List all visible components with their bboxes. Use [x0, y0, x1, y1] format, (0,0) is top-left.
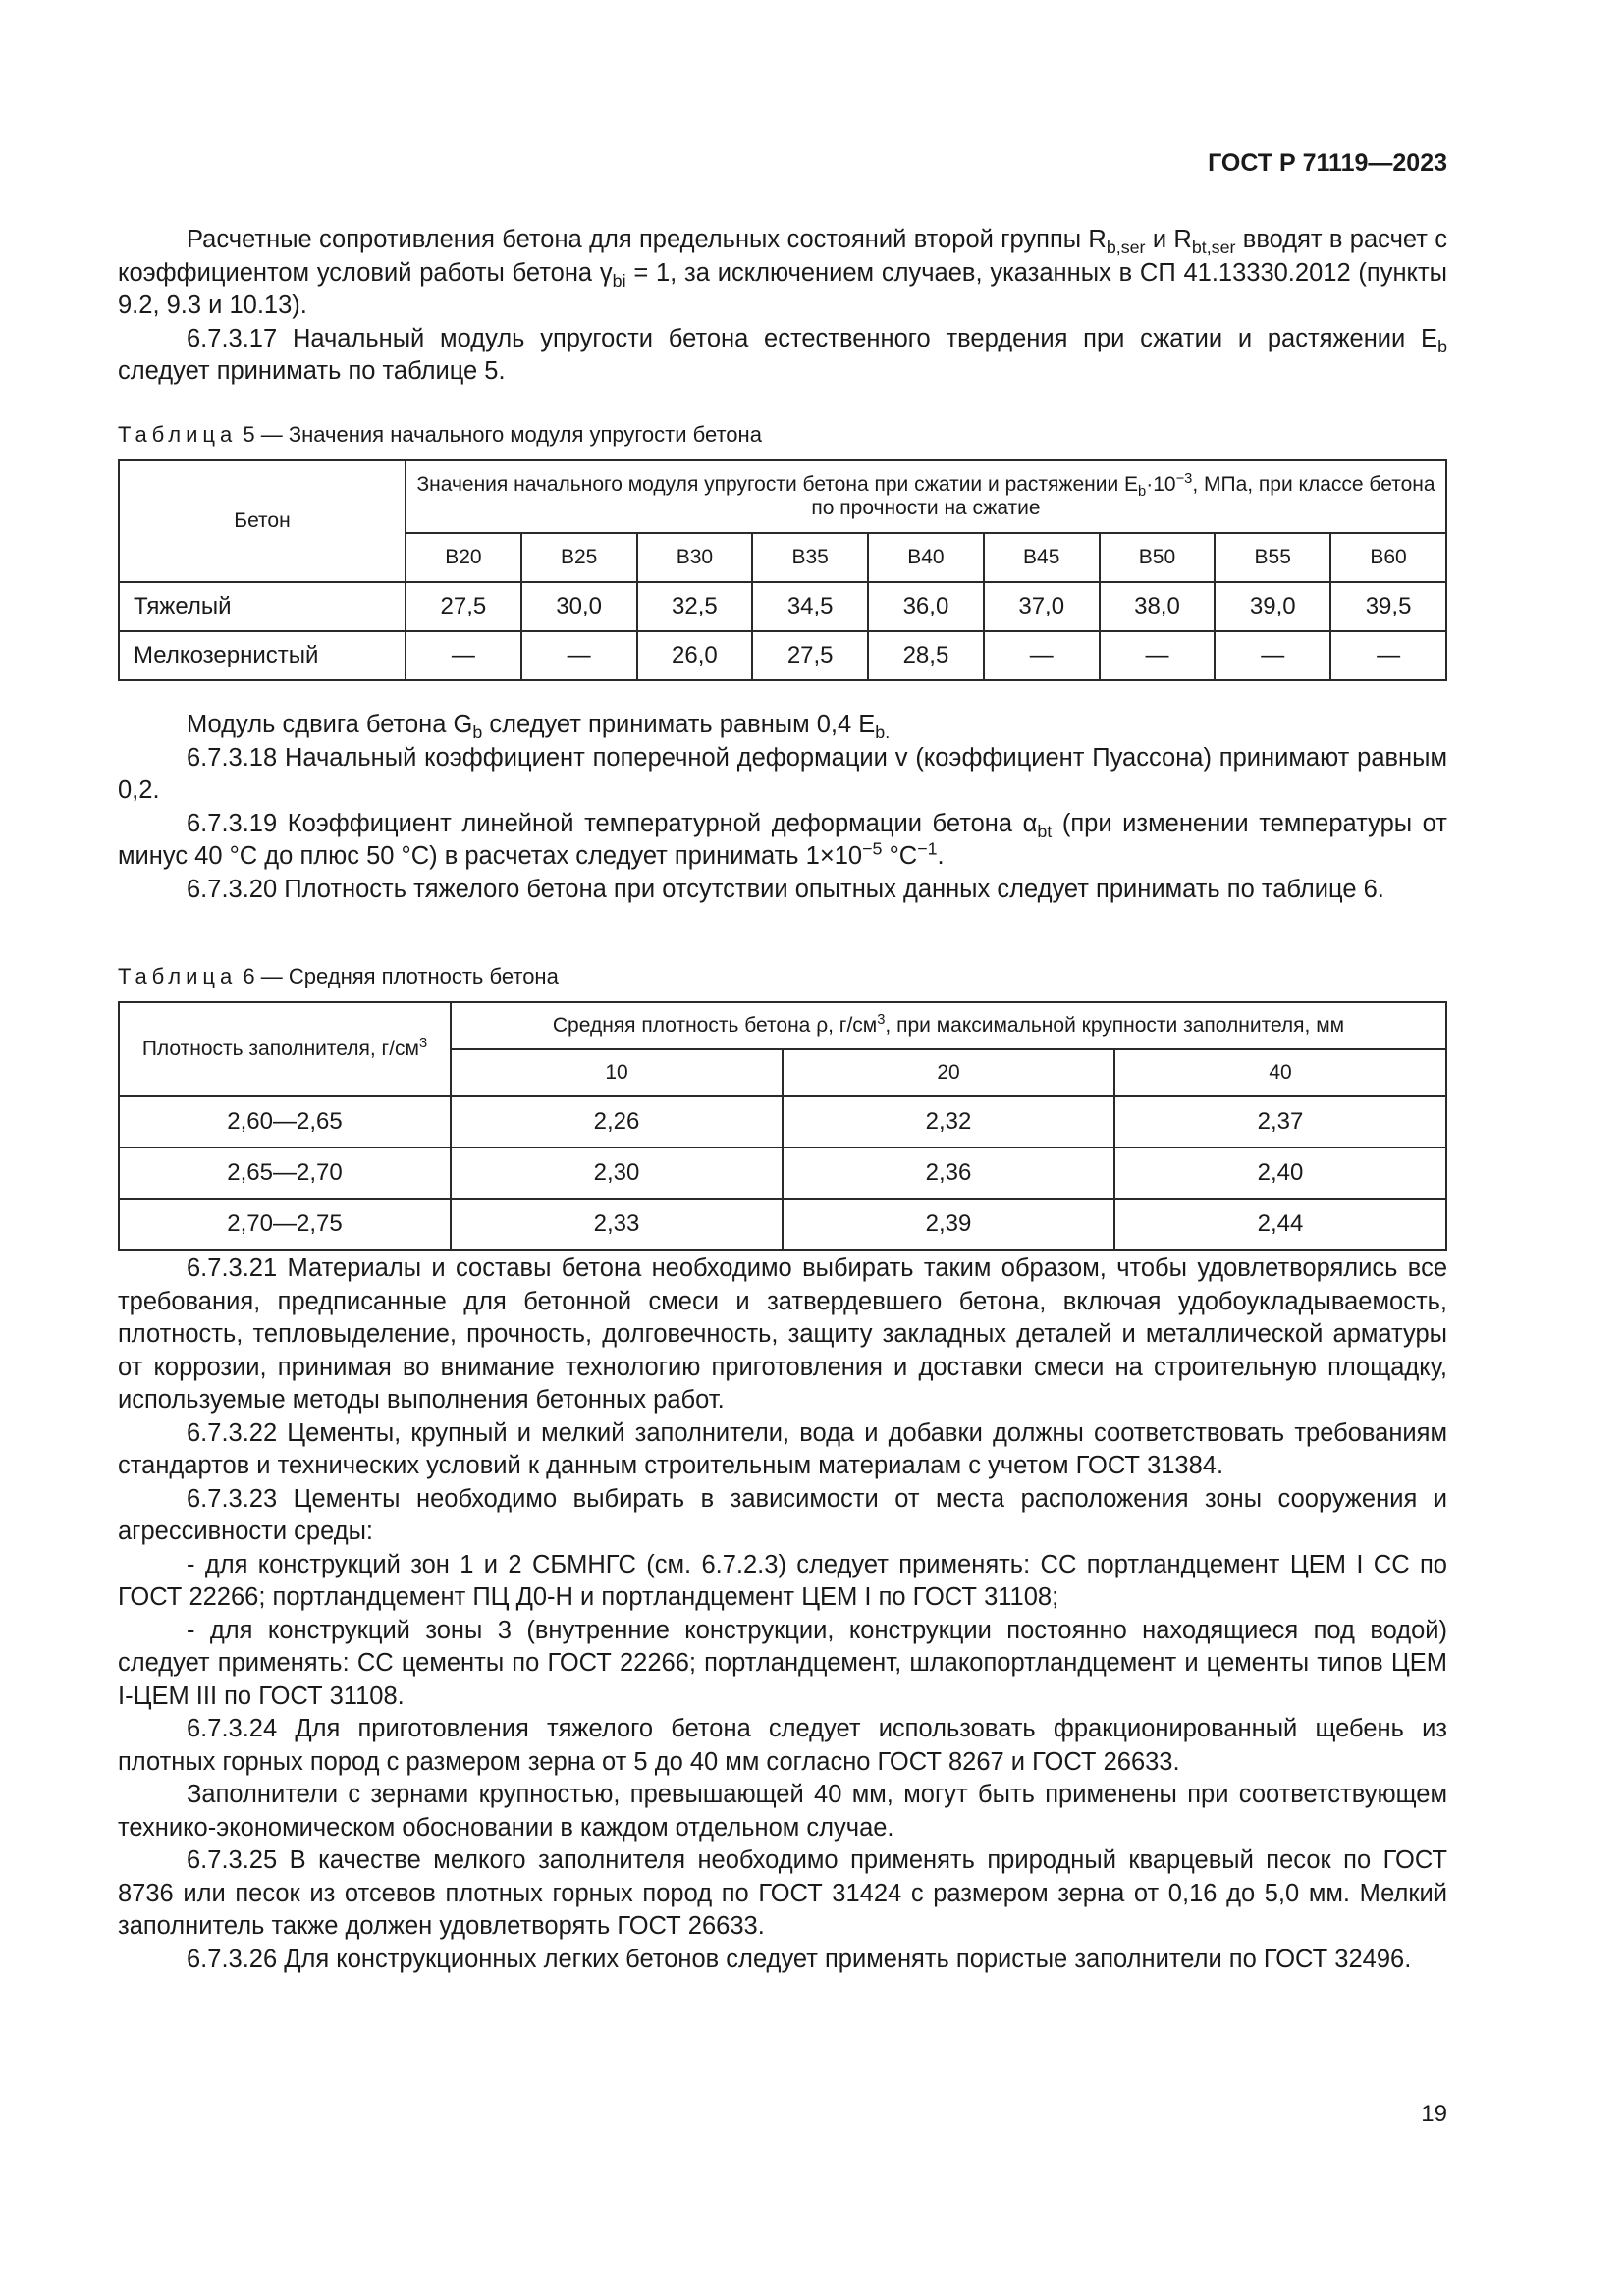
paragraph: 6.7.3.17 Начальный модуль упругости бетона естественного твердения при сжатии и растяжении $E_b$ следует принимать по таблице 5.: [118, 324, 1447, 385]
table-row: [119, 582, 1446, 631]
table-cell: —: [521, 631, 637, 680]
table-cell: 28,5: [868, 631, 984, 680]
table-cell: 36,0: [868, 582, 984, 631]
table-cell: 2,39: [783, 1199, 1114, 1250]
table-cell: 2,40: [1114, 1148, 1446, 1199]
table-5-class-header: B55: [1215, 533, 1330, 582]
table-cell: 2,44: [1114, 1199, 1446, 1250]
table-5-row-name: Мелкозернистый: [119, 631, 406, 680]
paragraph: Расчетные сопротивления бетона для предельных состояний второй группы $R_{b,ser}$ и $R_{bt,ser}$ вводят в расчет с коэффициентом условий работы бетона $\gamma_{bi} = 1$, за исключением случаев, указанных в СП 41.13330.2012 (пункты 9.2, 9.3 и 10.13).: [118, 226, 1447, 319]
paragraph: - для конструкций зон 1 и 2 СБМНГС (см. 6.7.2.3) следует применять: СС портландцемент ЦЕМ I СС по ГОСТ 22266; портландцемент ПЦ Д0-Н и портландцемент ЦЕМ I по ГОСТ 31108;: [118, 1550, 1447, 1611]
paragraph: 6.7.3.21 Материалы и составы бетона необходимо выбирать таким образом, чтобы удовлетворялись все требования, предписанные для бетонной смеси и затвердевшего бетона, включая удобоукладываемость, плотность, тепловыделение, прочность, долговечность, защиту закладных деталей и металлической арматуры от коррозии, принимая во внимание технологию приготовления и доставки смеси на строительную площадку, используемые методы выполнения бетонных работ.: [118, 1255, 1447, 1414]
table-cell: —: [1330, 631, 1446, 680]
paragraph: 6.7.3.23 Цементы необходимо выбирать в зависимости от места расположения зоны сооружения и агрессивности среды:: [118, 1484, 1447, 1545]
table-6-row-name: 2,60—2,65: [119, 1096, 451, 1148]
text-block-1: [118, 224, 1447, 389]
document-page: [118, 0, 1447, 2296]
table-6-group-header: Средняя плотность бетона ρ, $г/см^3$, при максимальной крупности заполнителя, мм: [451, 1002, 1446, 1049]
table-cell: 27,5: [406, 582, 521, 631]
table-6-size-header: 20: [783, 1049, 1114, 1096]
table-5-class-header: B50: [1100, 533, 1216, 582]
table-cell: 32,5: [637, 582, 753, 631]
table-5-caption-prefix: Таблица: [118, 422, 238, 447]
table-cell: 39,5: [1330, 582, 1446, 631]
paragraph: 6.7.3.18 Начальный коэффициент поперечной деформации v (коэффициент Пуассона) принимают равным 0,2.: [118, 743, 1447, 804]
paragraph: 6.7.3.25 В качестве мелкого заполнителя необходимо применять природный кварцевый песок по ГОСТ 8736 или песок из отсевов плотных горных пород по ГОСТ 31424 с размером зерна от 0,16 до 5,0 мм. Мелкий заполнитель также должен удовлетворять ГОСТ 26633.: [118, 1846, 1447, 1940]
table-cell: 38,0: [1100, 582, 1216, 631]
text-block-2: [118, 709, 1447, 906]
table-5-caption-text: 5 — Значения начального модуля упругости бетона: [243, 422, 762, 447]
table-cell: 37,0: [984, 582, 1100, 631]
table-cell: —: [1215, 631, 1330, 680]
table-cell: —: [1100, 631, 1216, 680]
table-6-row-header: Плотность заполнителя, $г/см^3$: [119, 1002, 451, 1096]
table-cell: 27,5: [752, 631, 868, 680]
page-number: 19: [1421, 2101, 1447, 2127]
table-row: [119, 1096, 1446, 1148]
paragraph: Модуль сдвига бетона $G_b$ следует принимать равным 0,4 $E_{b.}$: [187, 711, 891, 743]
table-5-caption: [118, 422, 762, 448]
paragraph: Заполнители с зернами крупностью, превышающей 40 мм, могут быть применены при соответствующем технико-экономическом обосновании в каждом отдельном случае.: [118, 1781, 1447, 1842]
paragraph: 6.7.3.22 Цементы, крупный и мелкий заполнители, вода и добавки должны соответствовать требованиям стандартов и технических условий к данным строительным материалам с учетом ГОСТ 31384.: [118, 1418, 1447, 1479]
table-cell: 30,0: [521, 582, 637, 631]
table-cell: 2,32: [783, 1096, 1114, 1148]
paragraph: - для конструкций зоны 3 (внутренние конструкции, конструкции постоянно находящиеся под водой) следует применять: СС цементы по ГОСТ 22266; портландцемент, шлакопортландцемент и цементы типов ЦЕМ I-ЦЕМ III по ГОСТ 31108.: [118, 1616, 1447, 1710]
table-6-size-header: 40: [1114, 1049, 1446, 1096]
table-5-class-header: B30: [637, 533, 753, 582]
table-6-row-name: 2,70—2,75: [119, 1199, 451, 1250]
table-6-row-name: 2,65—2,70: [119, 1148, 451, 1199]
table-cell: 2,33: [451, 1199, 783, 1250]
table-6-caption-text: 6 — Средняя плотность бетона: [243, 964, 559, 988]
table-cell: 2,30: [451, 1148, 783, 1199]
document-header: ГОСТ Р 71119—2023: [1208, 149, 1447, 177]
table-5-row-header: Бетон: [119, 460, 406, 582]
paragraph: 6.7.3.20 Плотность тяжелого бетона при отсутствии опытных данных следует принимать по таблице 6.: [187, 875, 1384, 903]
table-5-class-header: B20: [406, 533, 521, 582]
table-5-group-header: Значения начального модуля упругости бетона при сжатии и растяжении $E_b\cdot 10^{-3}$, МПа, при классе бетона по прочности на сжатие: [406, 460, 1446, 533]
table-5-class-header: B45: [984, 533, 1100, 582]
table-6-size-header: 10: [451, 1049, 783, 1096]
table-5-class-header: B40: [868, 533, 984, 582]
table-6-caption-prefix: Таблица: [118, 964, 238, 988]
table-5-class-header: B35: [752, 533, 868, 582]
table-5: [118, 459, 1447, 681]
table-cell: —: [406, 631, 521, 680]
table-cell: 39,0: [1215, 582, 1330, 631]
table-row: [119, 631, 1446, 680]
table-cell: 2,36: [783, 1148, 1114, 1199]
table-row: [119, 1199, 1446, 1250]
table-5-row-name: Тяжелый: [119, 582, 406, 631]
table-cell: 2,37: [1114, 1096, 1446, 1148]
table-6-caption: [118, 964, 559, 989]
table-cell: 34,5: [752, 582, 868, 631]
table-row: [119, 1148, 1446, 1199]
text-block-3: [118, 1253, 1447, 1976]
table-cell: 26,0: [637, 631, 753, 680]
table-6: [118, 1001, 1447, 1251]
table-5-class-header: B25: [521, 533, 637, 582]
table-cell: 2,26: [451, 1096, 783, 1148]
paragraph: 6.7.3.24 Для приготовления тяжелого бетона следует использовать фракционированный щебень из плотных горных пород с размером зерна от 5 до 40 мм согласно ГОСТ 8267 и ГОСТ 26633.: [118, 1715, 1447, 1776]
paragraph: 6.7.3.19 Коэффициент линейной температурной деформации бетона $\alpha_{bt}$ (при изменении температуры от минус 40 °С до плюс 50 °С) в расчетах следует принимать $1\times 10^{-5}$ $^\circ С^{-1}$.: [118, 809, 1447, 870]
table-5-class-header: B60: [1330, 533, 1446, 582]
table-cell: —: [984, 631, 1100, 680]
paragraph: 6.7.3.26 Для конструкционных легких бетонов следует применять пористые заполнители по ГОСТ 32496.: [187, 1945, 1412, 1973]
